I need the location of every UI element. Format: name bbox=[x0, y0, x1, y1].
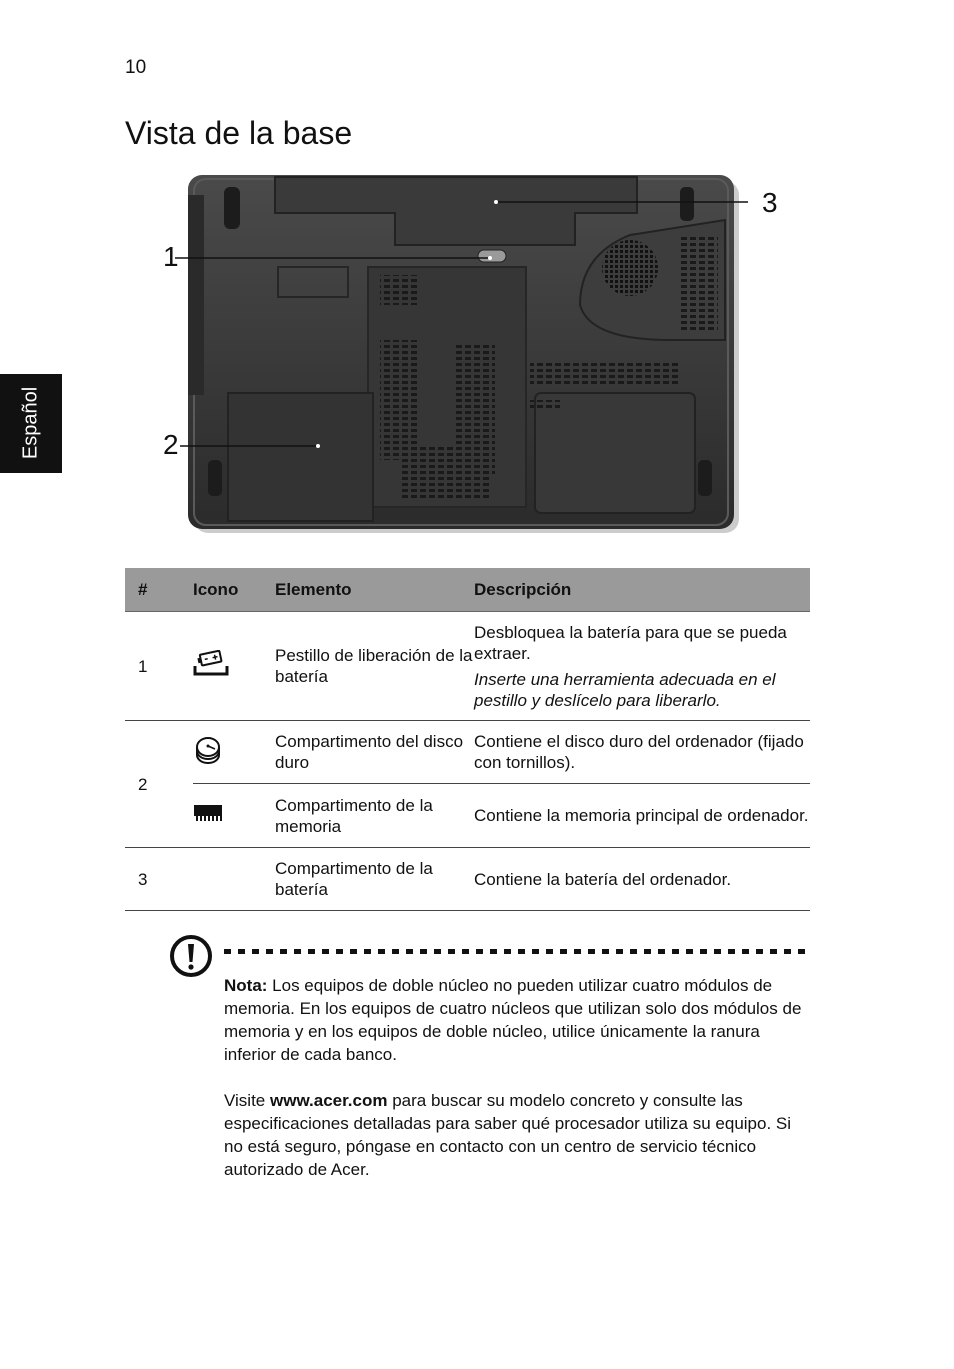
note-label: Nota: bbox=[224, 976, 268, 995]
acer-link[interactable]: www.acer.com bbox=[270, 1091, 388, 1110]
laptop-base-figure bbox=[150, 165, 810, 555]
header-icon: Icono bbox=[193, 568, 275, 612]
page-title: Vista de la base bbox=[125, 115, 353, 151]
row-num: 2 bbox=[125, 721, 193, 848]
callout-2: 2 bbox=[163, 429, 179, 460]
page-number: 10 bbox=[125, 57, 147, 78]
row-element: Compartimento del disco duro bbox=[275, 721, 474, 784]
row-description: Contiene la batería del ordenador. bbox=[474, 848, 810, 911]
row-note: Inserte una herramienta adecuada en el pestillo y deslícelo para liberarlo. bbox=[474, 669, 776, 710]
note-block bbox=[224, 974, 804, 1204]
note-paragraph-1 bbox=[224, 974, 804, 1066]
parts-table bbox=[125, 568, 810, 911]
table-row bbox=[125, 612, 810, 721]
callout-3: 3 bbox=[762, 187, 778, 218]
note-text: Los equipos de doble núcleo no pueden utilizar cuatro módulos de memoria. En los equipos de cuatro núcleos que utilizan solo dos módulos de memoria y en los equipos de doble núcleo, utilice únicamente la ranura inferior de cada banco. bbox=[224, 976, 802, 1064]
row-element: Pestillo de liberación de la batería bbox=[275, 612, 474, 721]
note-text: para buscar su modelo concreto y consulte las especificaciones detalladas para saber qué procesador utiliza su equipo. Si no está seguro, póngase en contacto con un centro de servicio técnico autorizado de Acer. bbox=[224, 1091, 792, 1179]
table-row bbox=[125, 721, 810, 784]
header-num: # bbox=[125, 568, 193, 612]
row-num: 1 bbox=[125, 612, 193, 721]
row-num: 3 bbox=[125, 848, 193, 911]
header-description: Descripción bbox=[474, 568, 810, 612]
battery-release-icon bbox=[193, 663, 229, 682]
row-element: Compartimento de la batería bbox=[275, 848, 474, 911]
row-description: Desbloquea la batería para que se pueda extraer. bbox=[474, 622, 787, 663]
table-row bbox=[125, 848, 810, 911]
note-divider bbox=[224, 949, 810, 954]
header-element: Elemento bbox=[275, 568, 474, 612]
row-element: Compartimento de la memoria bbox=[275, 784, 474, 848]
memory-icon bbox=[193, 808, 223, 827]
callout-1: 1 bbox=[163, 241, 179, 272]
row-description: Contiene el disco duro del ordenador (fijado con tornillos). bbox=[474, 721, 810, 784]
table-row bbox=[125, 784, 810, 848]
note-text: Visite bbox=[224, 1091, 270, 1110]
language-tab-label: Español bbox=[19, 386, 42, 460]
row-description: Contiene la memoria principal de ordenador. bbox=[474, 784, 810, 848]
hard-disk-icon bbox=[193, 750, 223, 769]
laptop-base-illustration bbox=[150, 165, 810, 555]
note-paragraph-2 bbox=[224, 1089, 804, 1181]
table-header-row bbox=[125, 568, 810, 612]
warning-icon bbox=[169, 934, 213, 978]
language-tab bbox=[0, 374, 62, 473]
